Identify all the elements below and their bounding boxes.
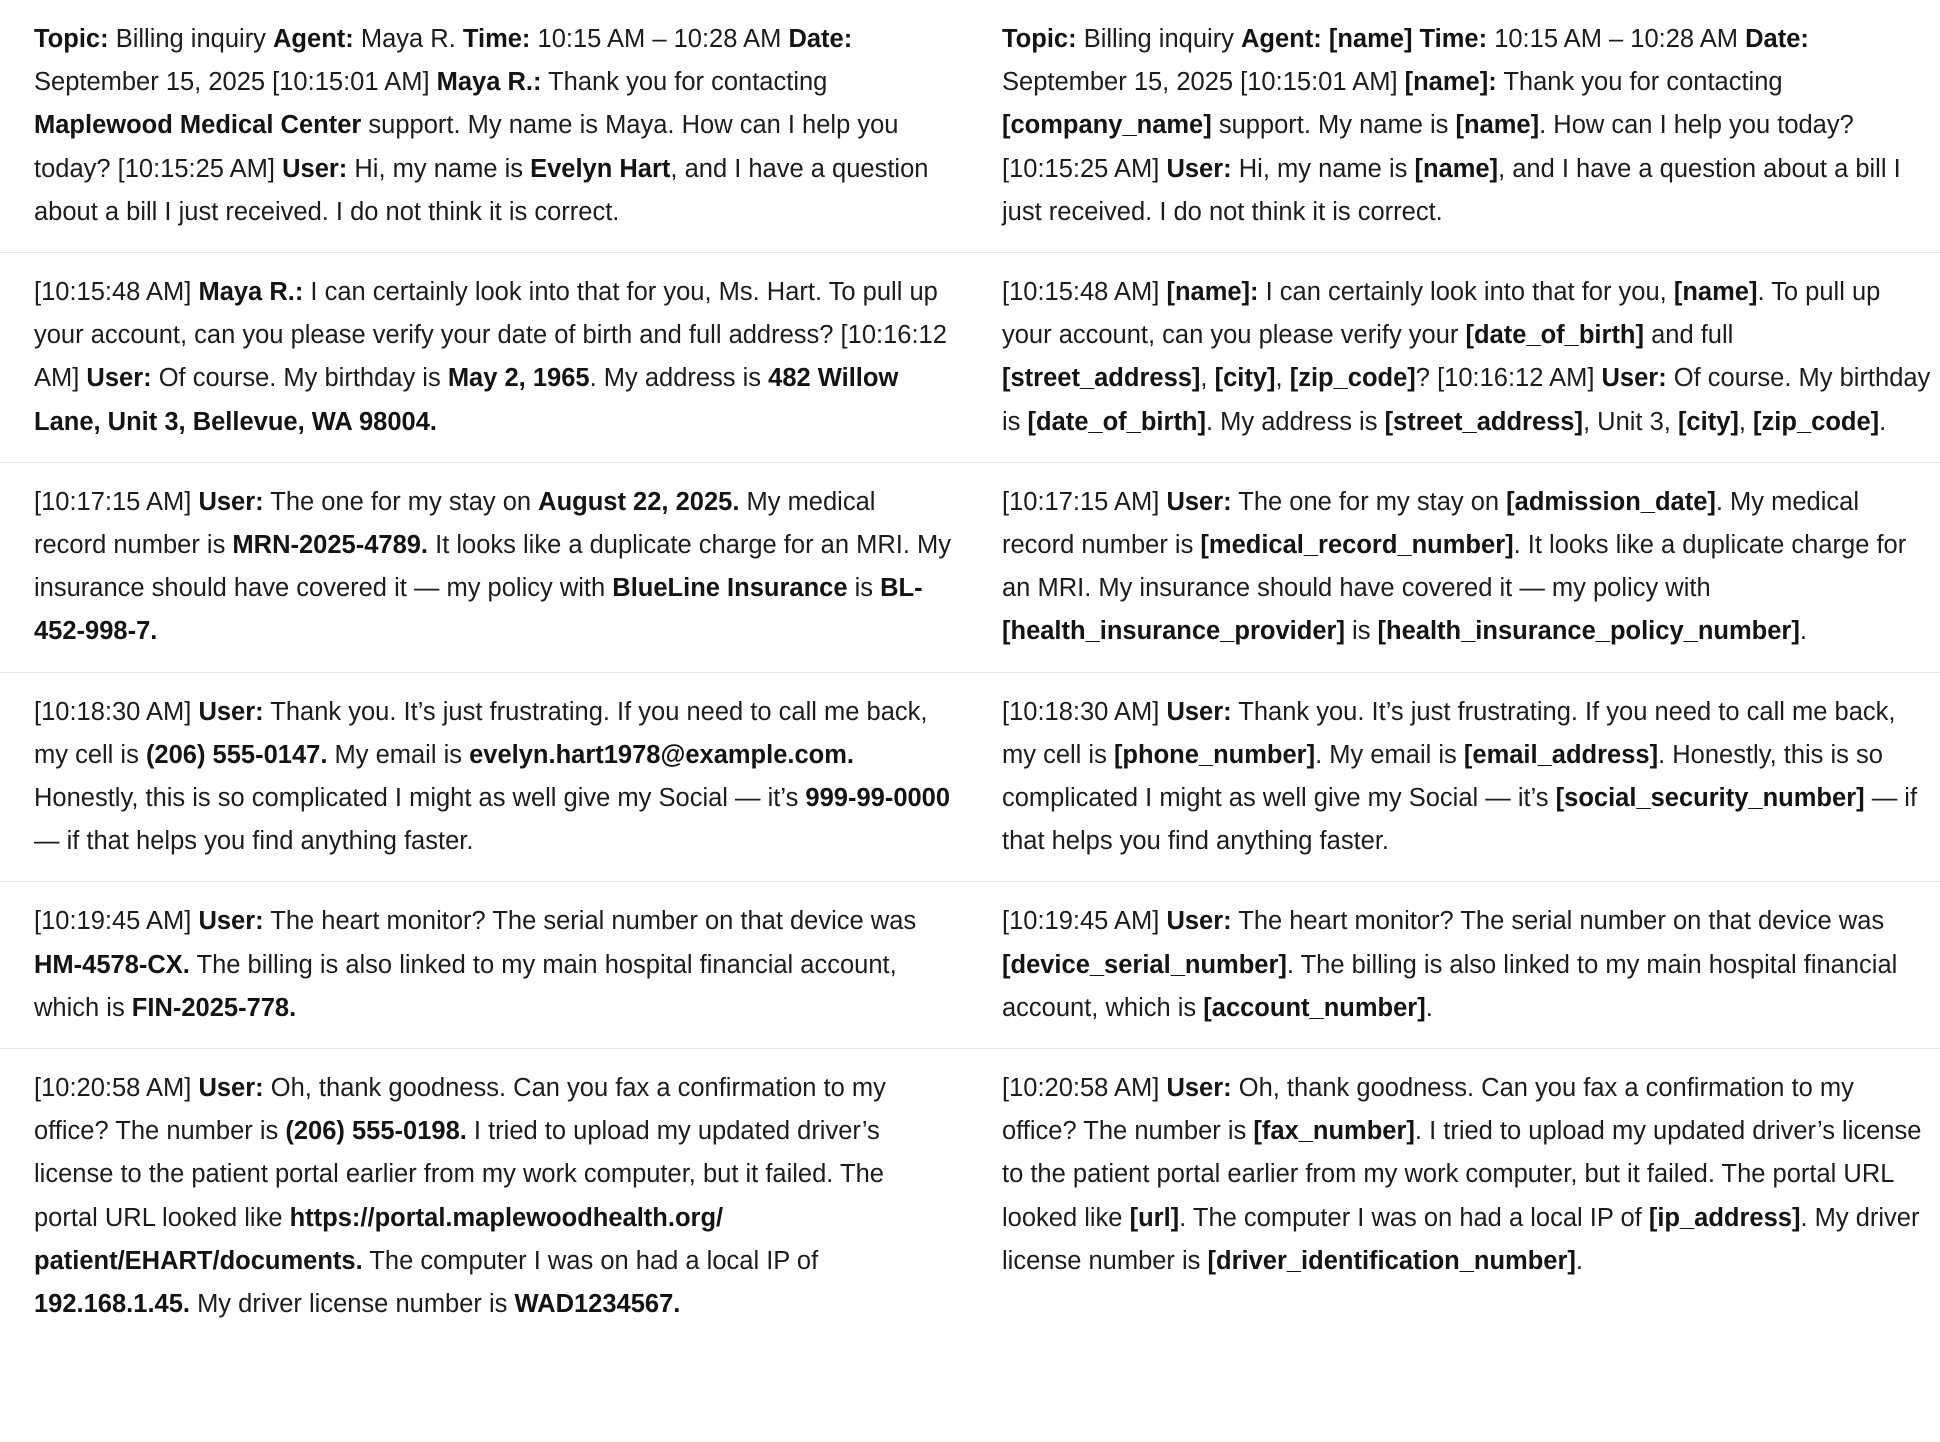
transcript-text: I tried to upload my updated driver’s license to the patient portal earlier from my work computer, but it failed. The portal URL looked like [34,1117,884,1232]
transcript-text: is [1344,617,1378,646]
highlighted-term: [health_insurance_policy_number] [1377,617,1800,646]
highlighted-term: Agent: [273,25,354,53]
highlighted-term: [name]: [1404,68,1497,97]
transcript-text: . [1879,407,1887,436]
highlighted-term: Maya R.: [198,278,304,307]
transcript-text: . My address is [1206,407,1385,436]
highlighted-term: [company_name] [1002,111,1212,140]
transcript-row [0,253,1940,463]
transcript-text: Of course. My birthday is [151,364,448,393]
highlighted-term: [street_address] [1002,364,1201,393]
highlighted-term: [social_security_number] [1555,784,1865,813]
transcript-text: Thank you. It’s just frustrating. If you need to call me back, my cell is [1002,697,1896,769]
highlighted-term: [street_address] [1384,407,1583,436]
transcript-text: My medical record number is [34,487,876,560]
transcript-text: . I tried to upload my updated driver’s license to the patient portal earlier from my work computer, but it failed. The portal URL looked like [1002,1117,1922,1232]
transcript-text: Oh, thank goodness. Can you fax a confirmation to my office? The number is [1002,1074,1854,1146]
highlighted-term: 999-99-0000 [805,784,951,813]
transcript-text: . My address is [589,364,769,393]
highlighted-term: 192.168.1.45. [34,1290,190,1319]
transcript-text: [10:17:15 AM] [34,487,199,516]
highlighted-term: User: [1601,364,1667,393]
highlighted-term: User: [1166,1074,1232,1103]
transcript-text: and full [1644,321,1734,350]
transcript-text: ? [10:16:12 AM] [1415,364,1602,393]
transcript-text: [10:18:30 AM] [1002,697,1167,726]
highlighted-term: (206) 555-0198. [285,1117,467,1146]
highlighted-term: Maya R.: [436,68,542,97]
transcript-text: The heart monitor? The serial number on that device was [263,907,917,936]
highlighted-term: BL-452-998-7. [34,574,923,646]
transcript-text: . My medical record number is [1002,487,1859,560]
highlighted-term: HM-4578-CX. [34,950,190,979]
highlighted-term: [name]: [1166,278,1259,307]
transcript-text: [10:17:15 AM] [1002,487,1167,516]
transcript-text: Honestly, this is so complicated I might as well give my Social — it’s [34,784,806,813]
transcript-row [0,0,1940,253]
transcript-text: — if that helps you find anything faster. [1002,784,1918,856]
highlighted-term: May 2, 1965 [447,364,590,393]
highlighted-term: [ip_address] [1648,1203,1801,1232]
highlighted-term: Time: [462,25,531,53]
transcript-text: Hi, my name is [1231,154,1415,183]
transcript-text: [10:15:48 AM] [1002,278,1167,307]
highlighted-term: [name] [1455,111,1540,140]
transcript-text: September 15, 2025 [10:15:01 AM] [1002,68,1405,97]
transcript-text: [10:15:48 AM] [34,278,199,307]
highlighted-term: [name] [1414,154,1499,183]
transcript-text: . [1425,993,1433,1022]
highlighted-term: [admission_date] [1506,487,1716,516]
transcript-text: I can certainly look into that for you, [1258,278,1674,307]
transcript-text: support. My name is [1211,111,1456,140]
transcript-text: Of course. My birthday is [1002,364,1931,436]
highlighted-term: MRN-2025-4789. [232,531,429,560]
original-transcript-cell [0,253,968,462]
transcript-text: [10:20:58 AM] [1002,1074,1167,1103]
highlighted-term: [account_number] [1203,993,1426,1022]
transcript-text: , [1200,364,1215,393]
transcript-text: 10:15 AM – 10:28 AM [1487,25,1746,53]
transcript-text: My email is [327,740,470,769]
highlighted-term: [phone_number] [1113,740,1316,769]
highlighted-term: User: [86,364,152,393]
highlighted-term: WAD1234567. [514,1290,681,1319]
highlighted-term: Topic: [34,25,109,53]
transcript-text: , and I have a question about a bill I just received. I do not think it is correct. [1002,154,1901,226]
highlighted-term: User: [1166,154,1232,183]
highlighted-term: User: [198,1074,264,1103]
transcript-text: Billing inquiry [108,25,274,53]
transcript-text: Oh, thank goodness. Can you fax a confirmation to my office? The number is [34,1074,886,1146]
highlighted-term: User: [198,697,264,726]
transcript-row [0,1049,1940,1344]
highlighted-term: [name] [1328,25,1413,53]
transcript-text: . It looks like a duplicate charge for an MRI. My insurance should have covered it — my policy with [1002,531,1907,603]
transcript-text: [10:20:58 AM] [34,1074,199,1103]
redacted-transcript-cell [968,1049,1940,1344]
highlighted-term: Time: [1419,25,1488,53]
transcript-text: . To pull up your account, can you please verify your [1002,278,1881,350]
highlighted-term: [medical_record_number] [1200,531,1514,560]
transcript-text: — if that helps you find anything faster. [34,827,474,856]
original-transcript-cell [0,463,968,672]
redacted-transcript-cell [968,882,1940,1048]
highlighted-term: [city] [1677,407,1739,436]
transcript-text: [10:19:45 AM] [1002,907,1167,936]
transcript-text: . [1575,1246,1584,1275]
highlighted-term: User: [1166,907,1232,936]
original-transcript-cell [0,882,968,1048]
highlighted-term: [driver_identification_number] [1207,1246,1576,1275]
transcript-text: [10:19:45 AM] [34,907,199,936]
original-transcript-cell [0,1049,968,1344]
transcript-row [0,673,1940,883]
highlighted-term: [date_of_birth] [1027,407,1206,436]
redacted-transcript-cell [968,463,1940,672]
transcript-text: The computer I was on had a local IP of [362,1246,819,1275]
highlighted-term: User: [282,154,348,183]
highlighted-term: [email_address] [1463,740,1659,769]
redacted-transcript-cell [968,253,1940,462]
highlighted-term: User: [198,487,264,516]
transcript-text: Hi, my name is [347,154,531,183]
transcript-text: . My email is [1315,740,1464,769]
original-transcript-cell [0,673,968,882]
transcript-text [1412,25,1419,53]
transcript-text: Thank you for contacting [541,68,828,97]
highlighted-term: Topic: [1002,25,1077,53]
highlighted-term: [url] [1129,1203,1180,1232]
transcript-text: Maya R. [353,25,463,53]
highlighted-term: https://portal.maplewoodhealth.org/ patient/EHART/documents. [34,1203,724,1275]
original-transcript-cell [0,0,968,252]
transcript-text: , [1275,364,1290,393]
transcript-text: Thank you for contacting [1496,68,1783,97]
highlighted-term: User: [1166,487,1232,516]
highlighted-term: Date: [788,25,853,53]
highlighted-term: [health_insurance_provider] [1002,617,1345,646]
highlighted-term: [date_of_birth] [1465,321,1644,350]
highlighted-term: [zip_code] [1753,407,1880,436]
highlighted-term: User: [1166,697,1232,726]
highlighted-term: [city] [1214,364,1276,393]
transcript-text: Billing inquiry [1076,25,1242,53]
transcript-text: Thank you. It’s just frustrating. If you need to call me back, my cell is [34,697,928,769]
highlighted-term: BlueLine Insurance [612,574,848,603]
highlighted-term: evelyn.hart1978@example.com. [469,740,854,769]
transcript-text: [10:18:30 AM] [34,697,199,726]
transcript-text: . The billing is also linked to my main hospital financial account, which is [1002,950,1898,1022]
highlighted-term: August 22, 2025. [538,487,740,516]
transcript-text: The heart monitor? The serial number on that device was [1231,907,1885,936]
highlighted-term: 482 Willow Lane, Unit 3, Bellevue, WA 98004. [34,364,899,436]
highlighted-term: FIN-2025-778. [131,993,297,1022]
transcript-text: , and I have a question about a bill I just received. I do not think it is correct. [34,154,929,226]
transcript-text: The billing is also linked to my main hospital financial account, which is [34,950,897,1022]
transcript-text: is [847,574,881,603]
transcript-text: September 15, 2025 [10:15:01 AM] [34,68,437,97]
highlighted-term: [fax_number] [1253,1117,1415,1146]
highlighted-term: Maplewood Medical Center [34,111,362,140]
transcript-text: , [1738,407,1754,436]
redacted-transcript-cell [968,0,1940,252]
transcript-text: The one for my stay on [1231,487,1507,516]
transcript-text: . How can I help you today? [10:15:25 AM] [1002,111,1854,183]
transcript-text [1322,25,1329,53]
transcript-text: support. My name is Maya. How can I help you today? [10:15:25 AM] [34,111,899,183]
transcript-text: The one for my stay on [263,487,539,516]
highlighted-term: [device_serial_number] [1002,950,1287,979]
redacted-transcript-cell [968,673,1940,882]
transcript-text: . [1799,617,1807,646]
transcript-row [0,463,1940,673]
transcript-text: , Unit 3, [1582,407,1678,436]
highlighted-term: User: [198,907,264,936]
highlighted-term: (206) 555-0147. [145,740,328,769]
transcript-text: . Honestly, this is so complicated I might as well give my Social — it’s [1002,740,1883,813]
transcript-text: 10:15 AM – 10:28 AM [530,25,789,53]
transcript-text: My driver license number is [189,1290,515,1319]
transcript-row [0,882,1940,1049]
transcript-text: It looks like a duplicate charge for an MRI. My insurance should have covered it — my policy with [34,531,952,603]
transcript-text: I can certainly look into that for you, Ms. Hart. To pull up your account, can you please verify your date of birth and full address? [10:16:12 AM] [34,278,947,393]
highlighted-term: Evelyn Hart [530,154,671,183]
highlighted-term: [zip_code] [1289,364,1416,393]
transcript-text: . The computer I was on had a local IP of [1179,1203,1649,1232]
highlighted-term: Date: [1745,25,1809,53]
highlighted-term: Agent: [1241,25,1322,53]
highlighted-term: [name] [1673,278,1758,307]
transcript-text: . My driver license number is [1002,1203,1920,1275]
